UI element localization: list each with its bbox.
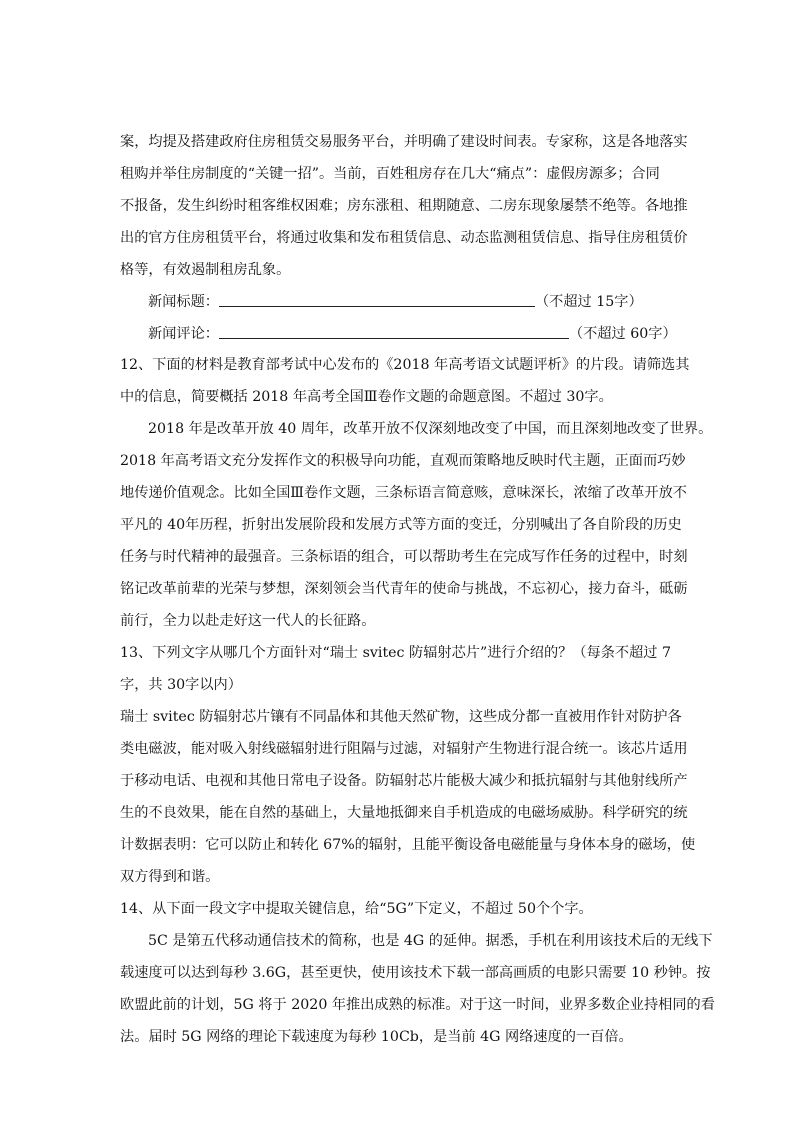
passage-line: 前行，全力以赴走好这一代人的长征路。 bbox=[120, 613, 376, 629]
passage-line: 5C 是第五代移动通信技术的简称，也是 4G 的延伸。据悉，手机在利用该技术后的无线下 bbox=[148, 933, 713, 949]
passage-line: 载速度可以达到每秒 3.6G，甚至更快，使用该技术下载一部高画质的电影只需要 10 秒钟。按 bbox=[120, 965, 711, 981]
headline-blank[interactable] bbox=[219, 292, 535, 307]
passage-line: 铭记改革前辈的光荣与梦想，深刻领会当代青年的使命与挑战，不忘初心，接力奋斗，砥砺 bbox=[120, 581, 688, 597]
headline-limit: （不超过 15字） bbox=[534, 294, 643, 310]
comment-blank[interactable] bbox=[219, 324, 569, 339]
passage-line: 瑞士 svitec 防辐射芯片镶有不同晶体和其他天然矿物，这些成分都一直被用作针对防护各 bbox=[120, 709, 682, 725]
question-13-prompt: 字，共 30字以内） bbox=[120, 677, 242, 693]
passage-line: 格等，有效遏制租房乱象。 bbox=[120, 262, 291, 278]
passage-line: 生的不良效果，能在自然的基础上，大量地抵御来自手机造成的电磁场威胁。科学研究的统 bbox=[120, 805, 688, 821]
comment-label: 新闻评论： bbox=[148, 326, 219, 342]
question-12-prompt: 中的信息，简要概括 2018 年高考全国Ⅲ卷作文题的命题意图。不超过 30字。 bbox=[120, 389, 613, 405]
passage-line: 欧盟此前的计划，5G 将于 2020 年推出成熟的标准。对于这一时间，业界多数企业持相同的看 bbox=[120, 997, 715, 1013]
passage-line: 计数据表明：它可以防止和转化 67%的辐射，且能平衡设备电磁能量与身体本身的磁场，使 bbox=[120, 837, 696, 853]
passage-line: 不报备，发生纠纷时租客维权困难；房东涨租、租期随意、二房东现象屡禁不绝等。各地推 bbox=[120, 198, 688, 214]
passage-line: 任务与时代精神的最强音。三条标语的组合，可以帮助考生在完成写作任务的过程中，时刻 bbox=[120, 549, 688, 565]
passage-line: 类电磁波，能对吸入射线磁辐射进行阻隔与过滤，对辐射产生物进行混合统一。该芯片适用 bbox=[120, 741, 688, 757]
passage-line: 于移动电话、电视和其他日常电子设备。防辐射芯片能极大减少和抵抗辐射与其他射线所产 bbox=[120, 773, 688, 789]
question-14-prompt: 14、从下面一段文字中提取关键信息，给“5G”下定义，不超过 50个个字。 bbox=[120, 901, 593, 917]
passage-line: 2018 年高考语文充分发挥作文的积极导向功能，直观而策略地反映时代主题，正面而巧妙 bbox=[120, 453, 686, 469]
question-13-prompt: 13、下列文字从哪几个方面针对“瑞士 svitec 防辐射芯片”进行介绍的？（每条不超过 7 bbox=[120, 645, 671, 661]
headline-label: 新闻标题： bbox=[148, 294, 219, 310]
passage-line: 平凡的 40年历程，折射出发展阶段和发展方式等方面的变迁，分别喊出了各自阶段的历史 bbox=[120, 517, 682, 533]
question-12-prompt: 12、下面的材料是教育部考试中心发布的《2018 年高考语文试题评析》的片段。请筛选其 bbox=[120, 357, 690, 373]
comment-limit: （不超过 60字） bbox=[568, 326, 677, 342]
headline-field bbox=[148, 292, 643, 312]
passage-line: 出的官方住房租赁平台，将通过收集和发布租赁信息、动态监测租赁信息、指导住房租赁价 bbox=[120, 230, 688, 246]
passage-line: 地传递价值观念。比如全国Ⅲ卷作文题，三条标语言简意赅，意味深长，浓缩了改革开放不 bbox=[120, 485, 687, 501]
passage-line: 案，均提及搭建政府住房租赁交易服务平台，并明确了建设时间表。专家称，这是各地落实 bbox=[120, 134, 688, 150]
passage-line: 2018 年是改革开放 40 周年，改革开放不仅深刻地改变了中国，而且深刻地改变了世界。 bbox=[148, 421, 713, 437]
passage-line: 法。届时 5G 网络的理论下载速度为每秒 10Cb，是当前 4G 网络速度的一百倍。 bbox=[120, 1029, 633, 1045]
passage-line: 租购并举住房制度的“关键一招”。当前，百姓租房存在几大“痛点”：虚假房源多；合同 bbox=[120, 166, 660, 182]
passage-line: 双方得到和谐。 bbox=[120, 869, 220, 885]
comment-field bbox=[148, 324, 677, 344]
